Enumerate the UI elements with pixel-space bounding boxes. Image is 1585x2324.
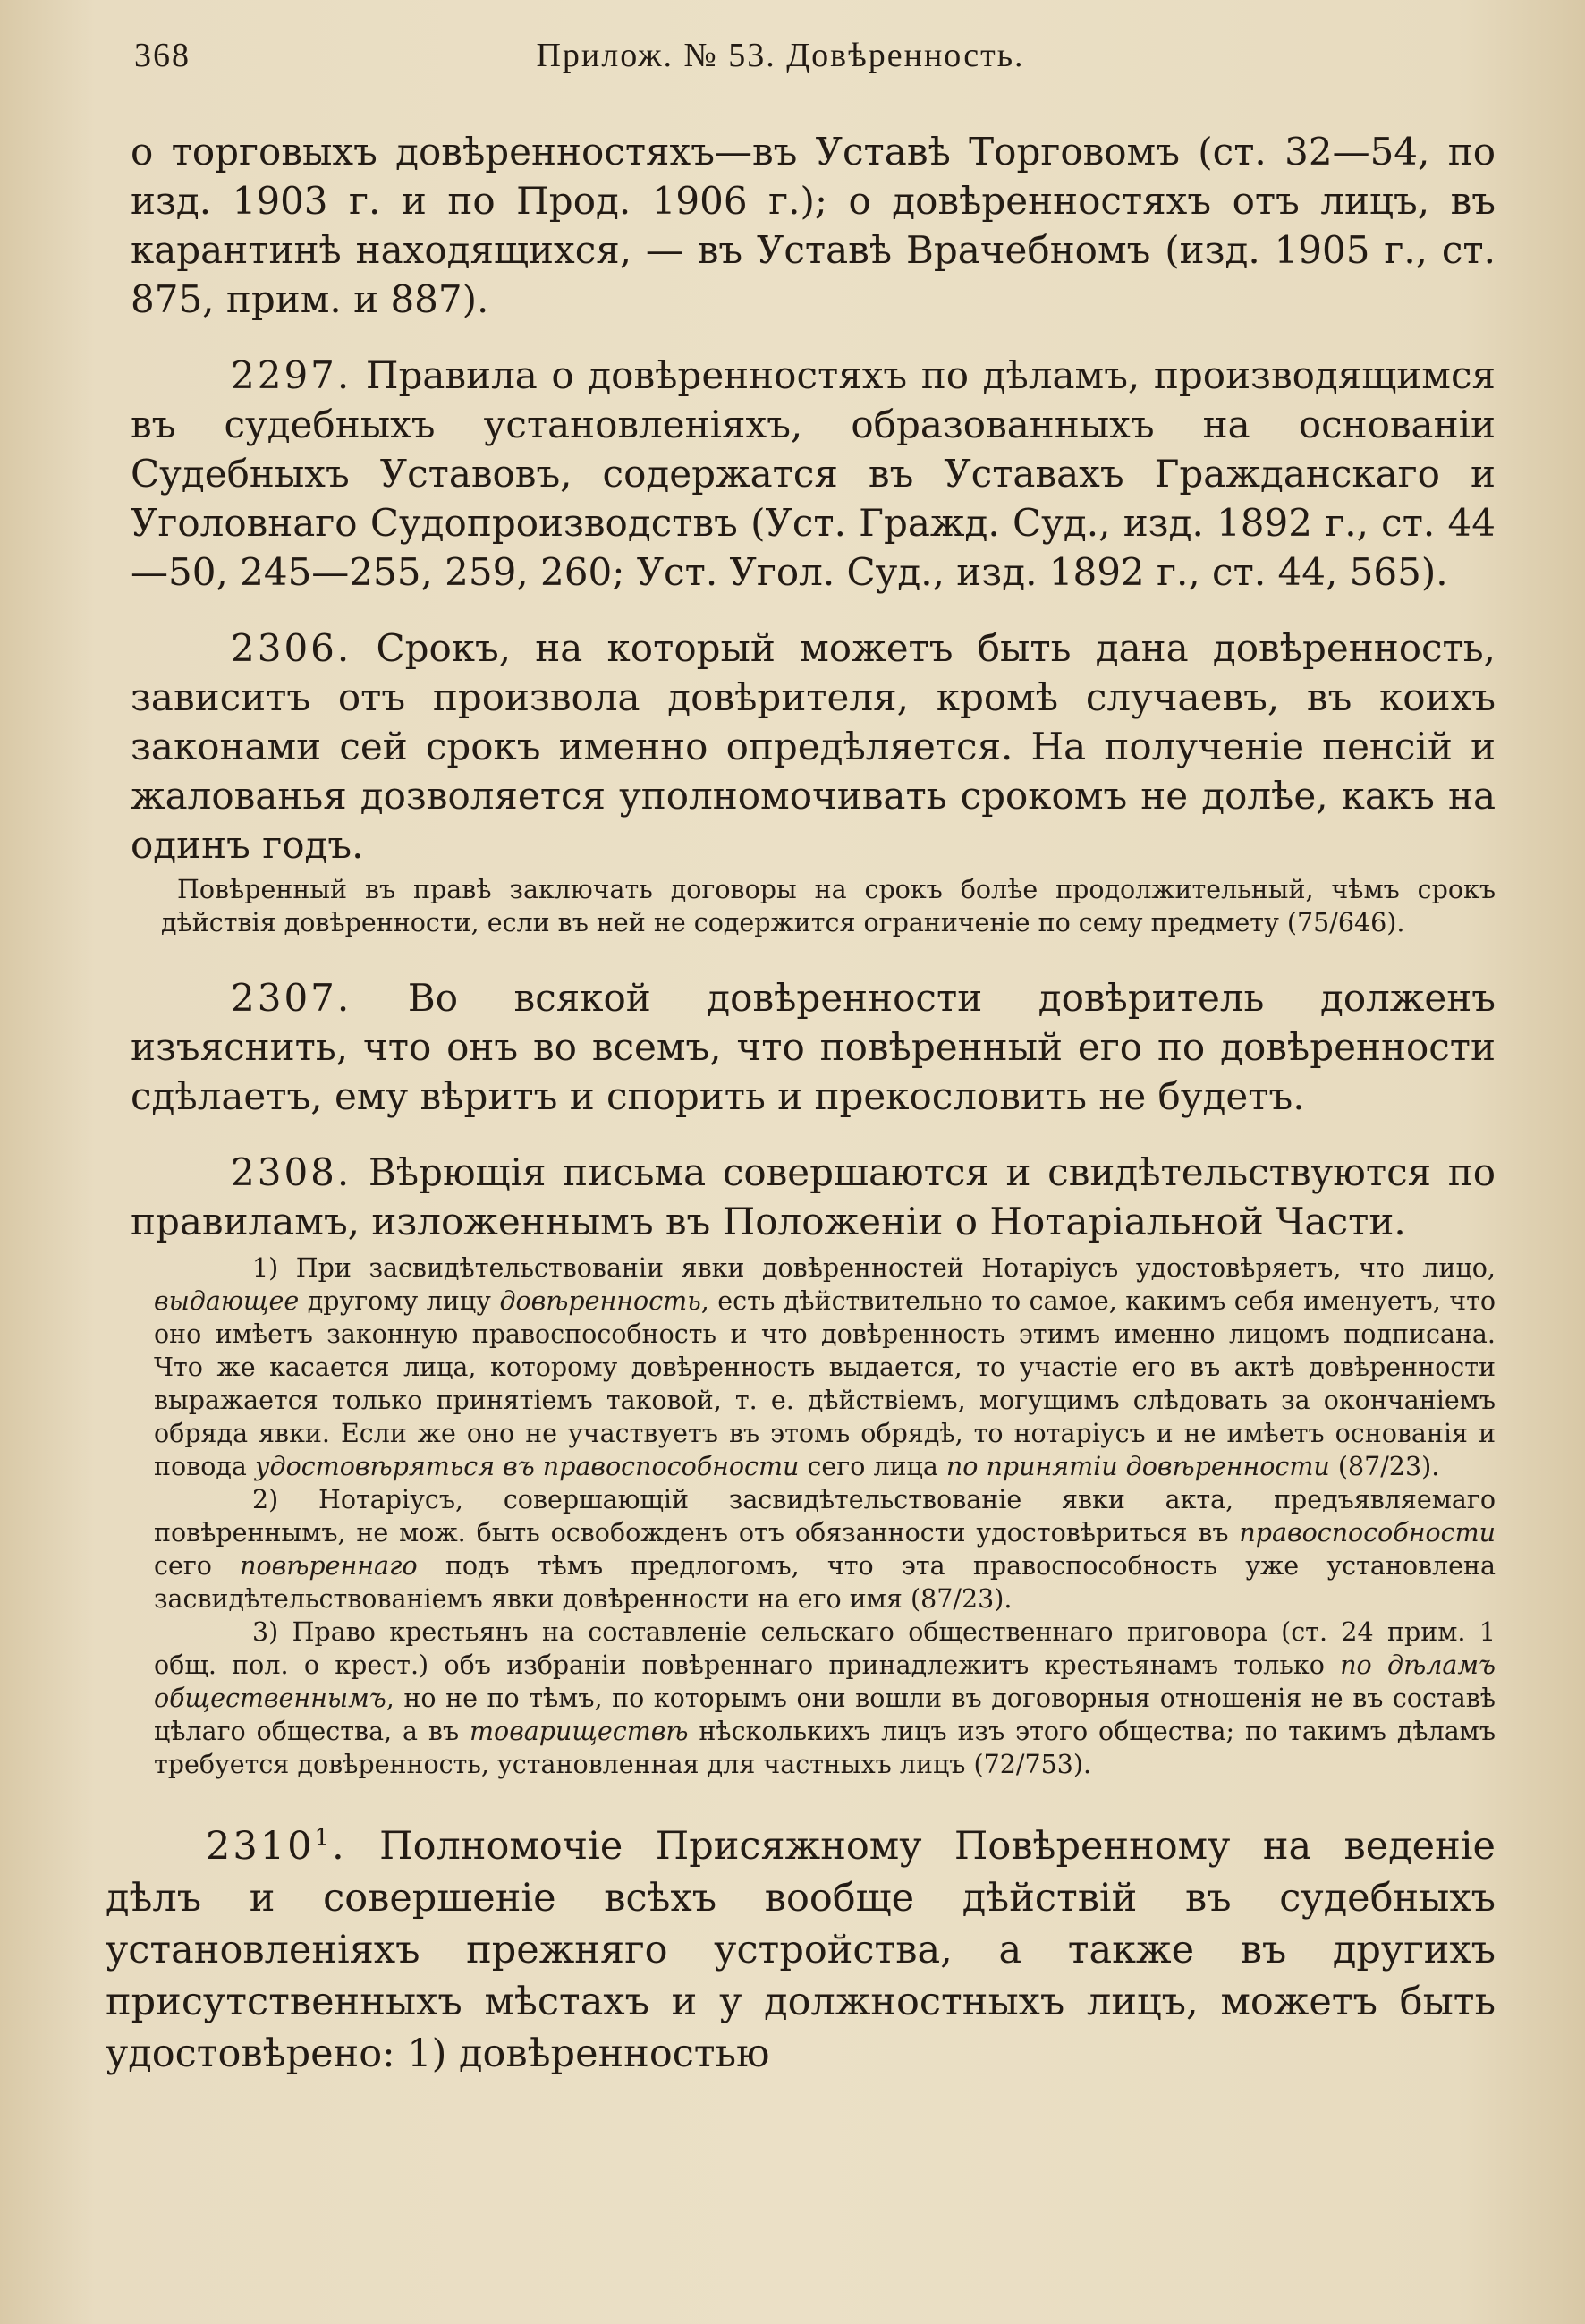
article-note: Повѣренный въ правѣ заключать договоры на срокъ болѣе продолжительный, чѣмъ срокъ дѣйствія довѣренности, если въ ней не содержится ограниченіе по сему предмету (75/646). [161,875,1496,937]
article-text: Полномочіе Присяжному Повѣренному на веденіе дѣлъ и совершеніе всѣхъ вообще дѣйствій въ судебныхъ установленіяхъ прежняго устройства, а также въ другихъ присутственныхъ мѣстахъ и у должностныхъ лицъ, можетъ быть удостовѣрено: 1) довѣренностью [106,1824,1496,2076]
article-2306 [131,623,1496,869]
intro-paragraph: о торговыхъ довѣренностяхъ—въ Уставѣ Торговомъ (ст. 32—54, по изд. 1903 г. и по Прод. 1906 г.); о довѣренностяхъ отъ лицъ, въ карантинѣ находящихся, — въ Уставѣ Врачебномъ (изд. 1905 г., ст. 875, прим. и 887). [131,130,1496,321]
article-note: 3) Право крестьянъ на составленіе сельскаго общественнаго приговора (ст. 24 прим. 1 общ. пол. о крест.) объ избраніи повѣреннаго принадлежитъ крестьянамъ только по дѣламъ общественнымъ, но не по тѣмъ, по которымъ они вошли въ договорныя отношенія не въ составѣ цѣлаго общества, а въ товариществѣ нѣсколькихъ лицъ изъ этого общества; по такимъ дѣламъ требуется довѣренность, установленная для частныхъ лицъ (72/753). [154,1617,1496,1779]
article-2308 [131,1148,1496,1246]
article-text: Вѣрющія письма совершаются и свидѣтельствуются по правиламъ, изложеннымъ въ Положеніи о Нотаріальной Части. [131,1150,1496,1243]
article-note: 1) При засвидѣтельствованіи явки довѣренностей Нотаріусъ удостовѣряетъ, что лицо, выдающее другому лицу довѣренность, есть дѣйствительно то самое, какимъ себя именуетъ, что оно имѣетъ законную правоспособность и что довѣренность этимъ именно лицомъ подписана. Что же касается лица, которому довѣренность выдается, то участіе его въ актѣ довѣренности выражается только принятіемъ таковой, т. е. дѣйствіемъ, могущимъ слѣдовать за окончаніемъ обряда явки. Если же оно не участвуетъ въ этомъ обрядѣ, то нотаріусъ и не имѣетъ основанія и повода удостовѣряться въ правоспособности сего лица по принятіи довѣренности (87/23). [154,1253,1496,1481]
article-text: Срокъ, на который можетъ быть дана довѣренность, зависитъ отъ произвола довѣрителя, кромѣ случаевъ, въ коихъ законами сей срокъ именно опредѣляется. На полученіе пенсій и жалованья дозволяется уполномочивать срокомъ не долѣе, какъ на одинъ годъ. [131,626,1496,867]
article-note: 2) Нотаріусъ, совершающій засвидѣтельствованіе явки акта, предъявляемаго повѣреннымъ, не мож. быть освобожденъ отъ обязанности удостовѣриться въ правоспособности сего повѣреннаго подъ тѣмъ предлогомъ, что эта правоспособность уже установлена засвидѣтельствованіемъ явки довѣренности на его имя (87/23). [154,1485,1496,1614]
article-number: 2307. [231,976,352,1020]
article-2307 [131,973,1496,1121]
article-number: 2297. [231,353,352,397]
article-number: 2310$^1$. [206,1824,347,1869]
article-2310-1 [106,1820,1496,2080]
article-number: 2308. [231,1150,352,1194]
page-number: 368 [134,37,191,74]
article-text: Правила о довѣренностяхъ по дѣламъ, производящимся въ судебныхъ установленіяхъ, образованныхъ на основаніи Судебныхъ Уставовъ, содержатся въ Уставахъ Гражданскаго и Уголовнаго Судопроизводствъ (Уст. Гражд. Суд., изд. 1892 г., ст. 44—50, 245—255, 259, 260; Уст. Угол. Суд., изд. 1892 г., ст. 44, 565). [131,353,1496,594]
article-notes [154,1251,1496,1781]
article-number: 2306. [231,626,352,670]
running-head [134,36,1496,75]
article-text: Во всякой довѣренности довѣритель долженъ изъяснить, что онъ во всемъ, что повѣренный его по довѣренности сдѣлаетъ, ему вѣритъ и спорить и прекословить не будетъ. [131,976,1496,1118]
page-title: Прилож. № 53. Довѣренность. [536,37,1025,74]
article-2297 [131,351,1496,597]
